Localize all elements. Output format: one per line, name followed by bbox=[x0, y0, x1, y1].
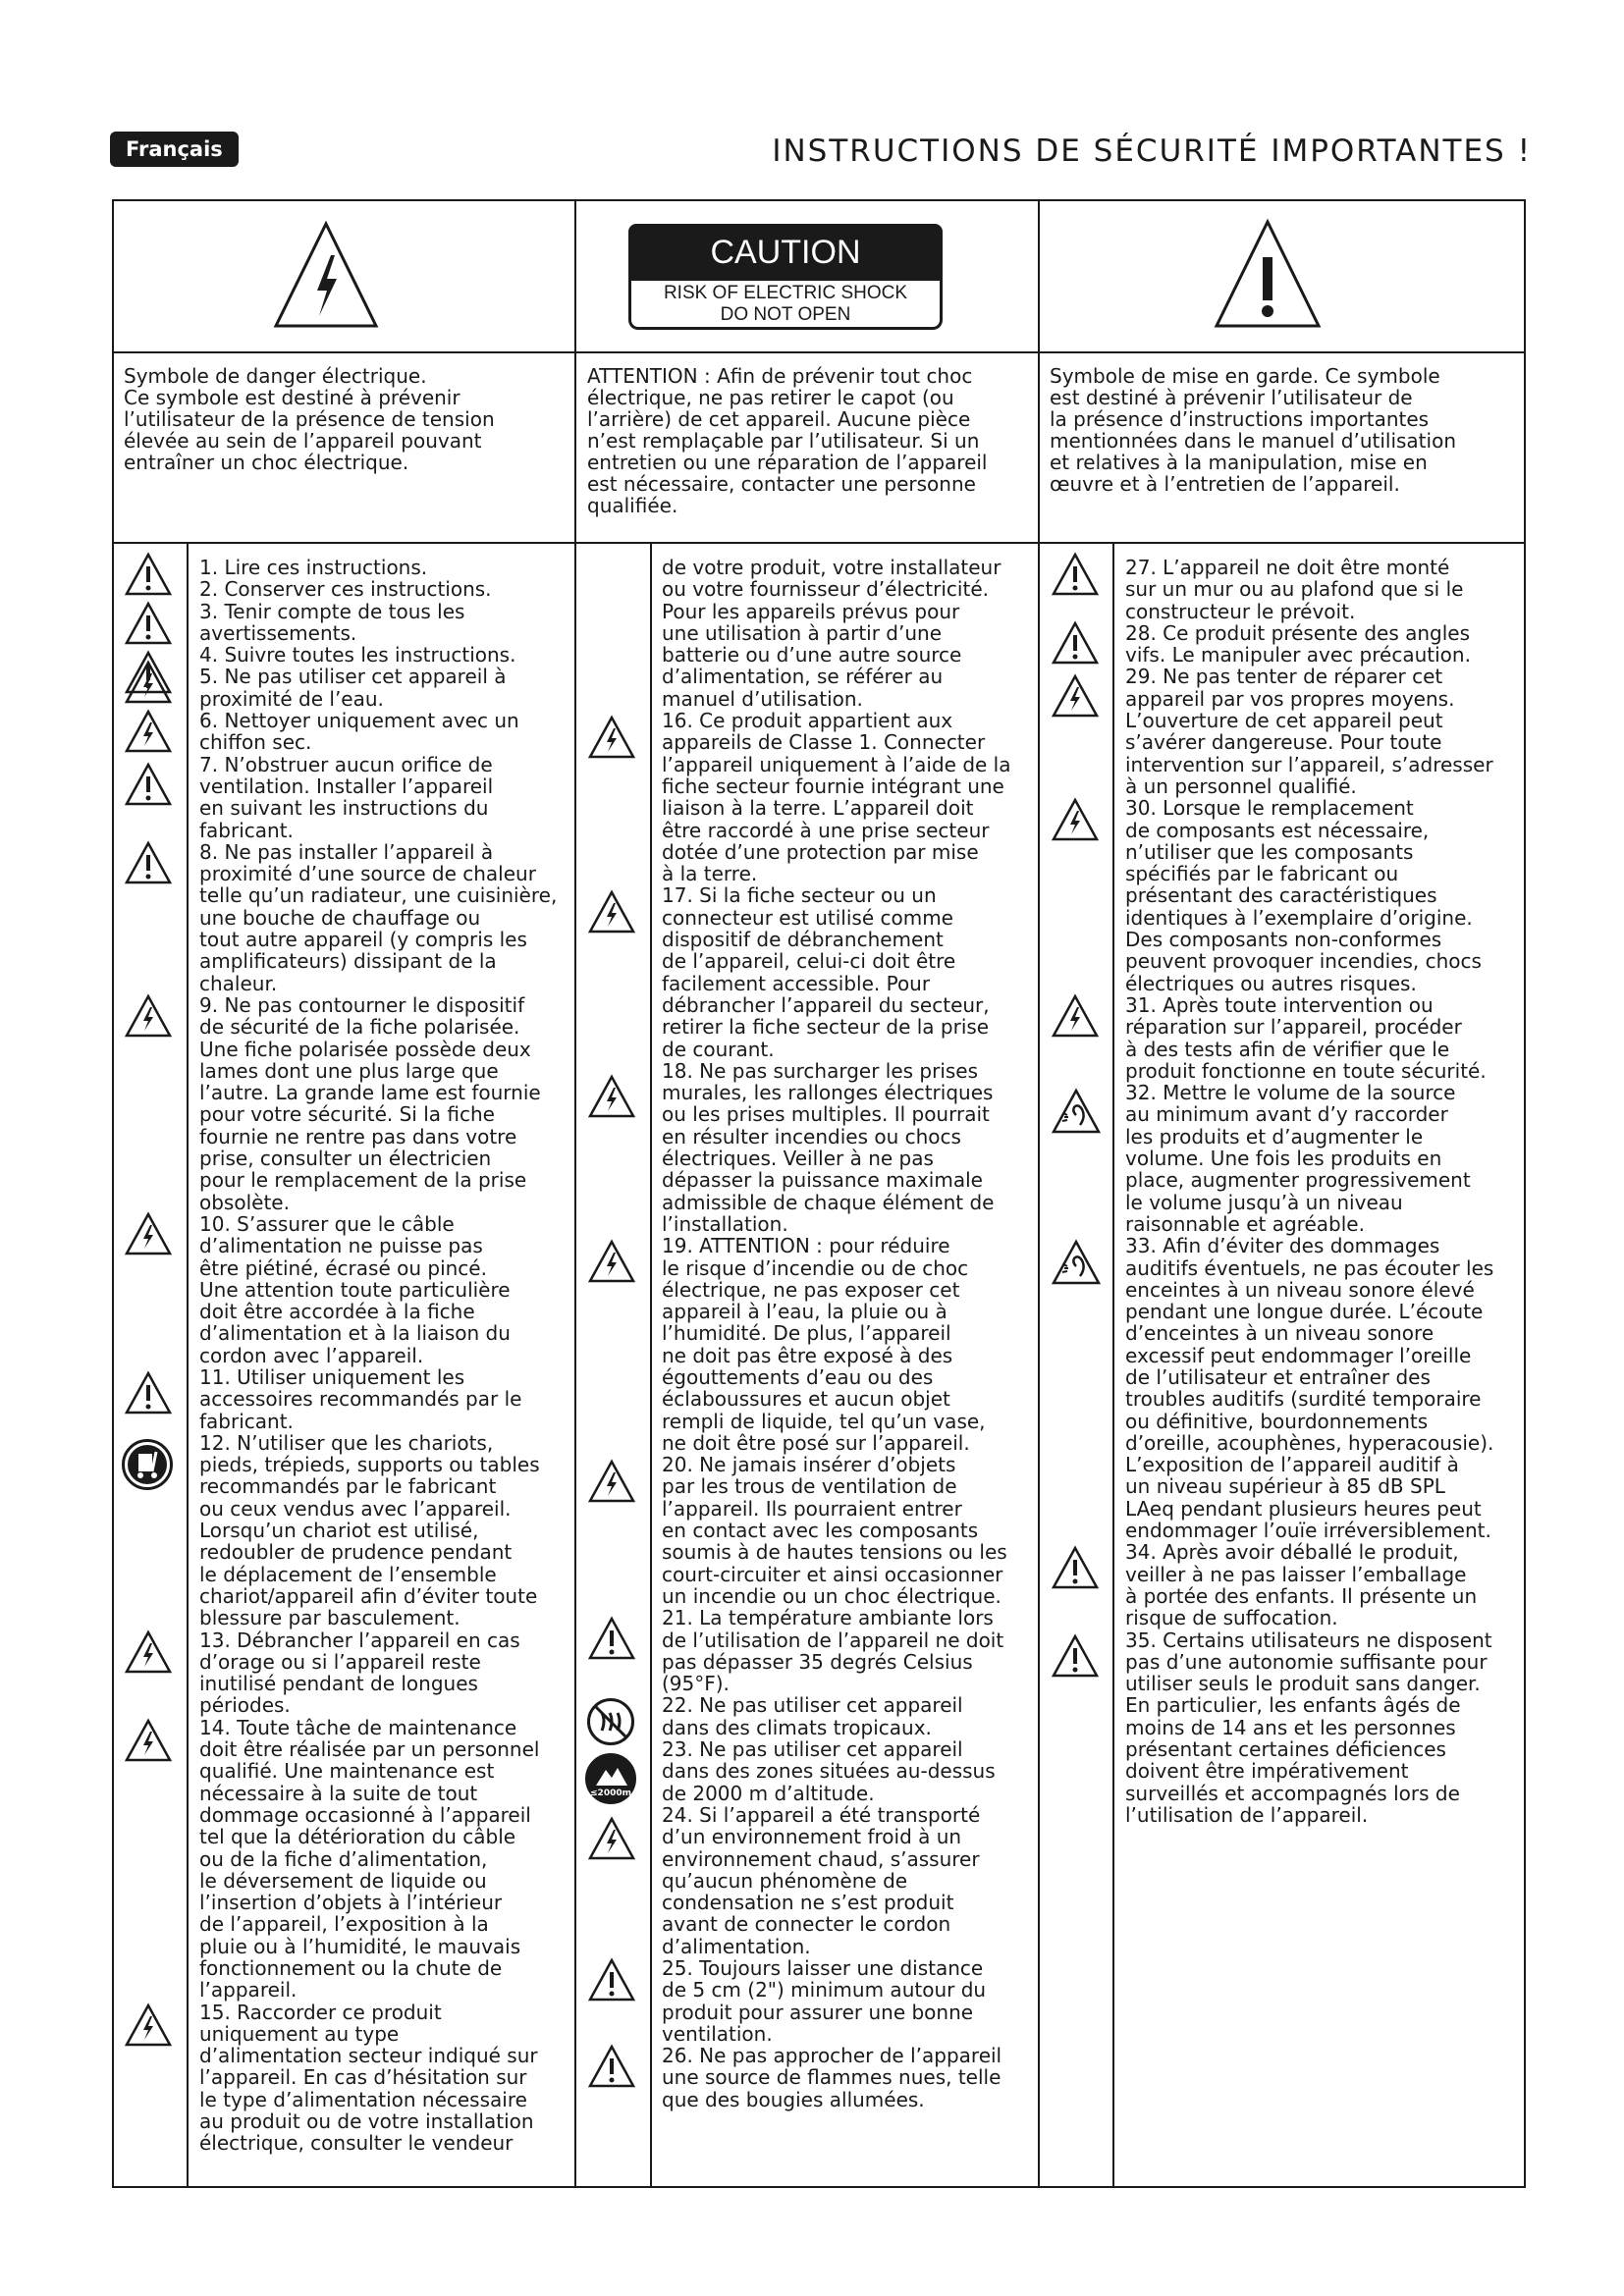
icon-column-divider-3 bbox=[1112, 542, 1114, 2188]
warning-symbol-description: Symbole de mise en garde. Ce symbole est destiné à prévenir l’utilisateur de la présence d’instructions importantes mentionnées dans le manuel d’utilisation et relatives à la manipulation, mise en œuvre et à l’entretien de l’appareil. bbox=[1050, 364, 1456, 496]
electric-shock-small-icon bbox=[124, 1718, 173, 1763]
electric-shock-small-icon bbox=[587, 889, 636, 934]
exclamation-triangle-icon bbox=[124, 1370, 173, 1415]
exclamation-triangle-icon bbox=[587, 1616, 636, 1661]
electric-symbol-description: Symbole de danger électrique. Ce symbole est destiné à prévenir l’utilisateur de la présence de tension élevée au sein de l’appareil pouvant entraîner un choc électrique. bbox=[124, 364, 495, 474]
electric-shock-small-icon bbox=[587, 1239, 636, 1284]
exclamation-triangle-icon bbox=[1051, 552, 1100, 597]
exclamation-triangle-icon bbox=[124, 601, 173, 646]
instructions-column-2: de votre produit, votre installateur ou votre fournisseur d’électricité. Pour les appareils prévus pour une utilisation à partir d’une batterie ou d’une autre source d’alimentation, se référer au manuel d’utilisation. 16. Ce produit appartient aux appareils de Classe 1. Connecter l’appareil uniquement à l’aide de la fiche secteur fournie intégrant une liaison à la terre. L’appareil doit être raccordé à une prise secteur dotée d’une protection par mise à la terre. 17. Si la fiche secteur ou un connecteur est utilisé comme dispositif de débranchement de l’appareil, celui-ci doit être facilement accessible. Pour débrancher l’appareil du secteur, retirer la fiche secteur de la prise de courant. 18. Ne pas surcharger les prises murales, les rallonges électriques ou les prises multiples. Il pourrait en résulter incendies ou chocs électriques. Veiller à ne pas dépasser la puissance maximale admissible de chaque élément de l’installation. 19. ATTENTION : pour réduire le risque d’incendie ou de choc électrique, ne pas exposer cet appareil à l’eau, la pluie ou à l’humidité. De plus, l’appareil ne doit pas être exposé à des égouttements d’eau ou des éclaboussures et aucun objet rempli de liquide, tel qu’un vase, ne doit être posé sur l’appareil. 20. Ne jamais insérer d’objets par les trous de ventilation de l’appareil. Ils pourraient entrer en contact avec les composants soumis à de hautes tensions ou les court-circuiter et ainsi occasionner un incendie ou un choc électrique. 21. La température ambiante lors de l’utilisation de l’appareil ne doit pas dépasser 35 degrés Celsius (95°F). 22. Ne pas utiliser cet appareil dans des climats tropicaux. 23. Ne pas utiliser cet appareil dans des zones situées au-dessus de 2000 m d’altitude. 24. Si l’appareil a été transporté d’un environnement froid à un environnement chaud, s’assurer qu’aucun phénomène de condensation ne s’est produit avant de connecter le cordon d’alimentation. 25. Toujours laisser une distance de 5 cm (2") minimum autour du produit pour assurer une bonne ventilation. 26. Ne pas approcher de l’appareil une source de flammes nues, telle que des bougies allumées. bbox=[662, 556, 1011, 2111]
caution-subtitle bbox=[628, 281, 943, 330]
electric-shock-small-icon bbox=[124, 1211, 173, 1256]
instructions-column-3: 27. L’appareil ne doit être monté sur un mur ou au plafond que si le constructeur le prévoit. 28. Ce produit présente des angles vifs. Le manipuler avec précaution. 29. Ne pas tenter de réparer cet appareil par vos propres moyens. L’ouverture de cet appareil peut s’avérer dangereuse. Pour toute intervention sur l’appareil, s’adresser à un personnel qualifié. 30. Lorsque le remplacement de composants est nécessaire, n’utiliser que les composants spécifiés par le fabricant ou présentant des caractéristiques identiques à l’exemplaire d’origine. Des composants non-conformes peuvent provoquer incendies, chocs électriques ou autres risques. 31. Après toute intervention ou réparation sur l’appareil, procéder à des tests afin de vérifier que le produit fonctionne en toute sécurité. 32. Mettre le volume de la source au minimum avant d’y raccorder les produits et d’augmenter le volume. Une fois les produits en place, augmenter progressivement le volume jusqu’à un niveau raisonnable et agréable. 33. Afin d’éviter des dommages auditifs éventuels, ne pas écouter les enceintes à un niveau sonore élevé pendant une longue durée. L’écoute d’enceintes à un niveau sonore excessif peut endommager l’oreille de l’utilisateur et entraîner des troubles auditifs (surdité temporaire ou définitive, bourdonnements d’oreille, acouphènes, hyperacousie). L’exposition de l’appareil auditif à un niveau supérieur à 85 dB SPL LAeq pendant plusieurs heures peut endommager l’ouïe irréversiblement. 34. Après avoir déballé le produit, veiller à ne pas laisser l’emballage à portée des enfants. Il présente un risque de suffocation. 35. Certains utilisateurs ne disposent pas d’une autonomie suffisante pour utiliser seuls le produit sans danger. En particulier, les enfants âgés de moins de 14 ans et les personnes présentant certaines déficiences doivent être impérativement surveillés et accompagnés lors de l’utilisation de l’appareil. bbox=[1125, 556, 1494, 1827]
column-divider-1 bbox=[574, 199, 576, 2188]
attention-description: ATTENTION : Afin de prévenir tout choc électrique, ne pas retirer le capot (ou l’arrière) de cet appareil. Aucune pièce n’est remplaçable par l’utilisateur. Si un entretien ou une réparation de l’appareil est nécessaire, contacter une personne qualifiée. bbox=[587, 364, 988, 517]
electric-shock-small-icon bbox=[1051, 797, 1100, 842]
exclamation-triangle-icon bbox=[1051, 1545, 1100, 1590]
exclamation-triangle-icon bbox=[587, 2044, 636, 2089]
page-title: INSTRUCTIONS DE SÉCURITÉ IMPORTANTES ! bbox=[772, 133, 1532, 169]
exclamation-triangle-icon bbox=[124, 840, 173, 885]
caution-line-1: RISK OF ELECTRIC SHOCK bbox=[663, 283, 908, 303]
caution-line-2: DO NOT OPEN bbox=[720, 304, 851, 325]
caution-title: CAUTION bbox=[628, 224, 943, 281]
electric-shock-small-icon bbox=[124, 993, 173, 1039]
exclamation-triangle-icon bbox=[124, 552, 173, 597]
exclamation-triangle-icon bbox=[1213, 216, 1323, 334]
icon-column-divider-1 bbox=[187, 542, 189, 2188]
column-divider-2 bbox=[1038, 199, 1040, 2188]
electric-shock-triangle-icon bbox=[272, 218, 380, 334]
icon-column-divider-2 bbox=[650, 542, 652, 2188]
electric-shock-small-icon bbox=[587, 1459, 636, 1504]
electric-shock-small-icon bbox=[124, 2002, 173, 2048]
cart-warning-icon bbox=[122, 1439, 173, 1490]
language-badge: Français bbox=[110, 132, 239, 167]
row-divider-main bbox=[112, 542, 1526, 544]
altitude-label: ≤2000m bbox=[590, 1789, 631, 1798]
row-divider-top-symbols bbox=[112, 351, 1526, 353]
instructions-column-1: 1. Lire ces instructions. 2. Conserver ces instructions. 3. Tenir compte de tous les avertissements. 4. Suivre toutes les instructions. 5. Ne pas utiliser cet appareil à proximité de l’eau. 6. Nettoyer uniquement avec un chiffon sec. 7. N’obstruer aucun orifice de ventilation. Installer l’appareil en suivant les instructions du fabricant. 8. Ne pas installer l’appareil à proximité d’une source de chaleur telle qu’un radiateur, une cuisinière, une bouche de chauffage ou tout autre appareil (y compris les amplificateurs) dissipant de la chaleur. 9. Ne pas contourner le dispositif de sécurité de la fiche polarisée. Une fiche polarisée possède deux lames dont une plus large que l’autre. La grande lame est fournie pour votre sécurité. Si la fiche fournie ne rentre pas dans votre prise, consulter un électricien pour le remplacement de la prise obsolète. 10. S’assurer que le câble d’alimentation ne puisse pas être piétiné, écrasé ou pincé. Une attention toute particulière doit être accordée à la fiche d’alimentation et à la liaison du cordon avec l’appareil. 11. Utiliser uniquement les accessoires recommandés par le fabricant. 12. N’utiliser que les chariots, pieds, trépieds, supports ou tables recommandés par le fabricant ou ceux vendus avec l’appareil. Lorsqu’un chariot est utilisé, redoubler de prudence pendant le déplacement de l’ensemble chariot/appareil afin d’éviter toute blessure par basculement. 13. Débrancher l’appareil en cas d’orage ou si l’appareil reste inutilisé pendant de longues périodes. 14. Toute tâche de maintenance doit être réalisée par un personnel qualifié. Une maintenance est nécessaire à la suite de tout dommage occasionné à l’appareil tel que la détérioration du câble ou de la fiche d’alimentation, le déversement de liquide ou l’insertion d’objets à l’intérieur de l’appareil, l’exposition à la pluie ou à l’humidité, le mauvais fonctionnement ou la chute de l’appareil. 15. Raccorder ce produit uniquement au type d’alimentation secteur indiqué sur l’appareil. En cas d’hésitation sur le type d’alimentation nécessaire au produit ou de votre installation électrique, consulter le vendeur bbox=[199, 556, 558, 2156]
exclamation-triangle-icon bbox=[587, 1957, 636, 2002]
electric-shock-small-icon bbox=[1051, 673, 1100, 719]
exclamation-triangle-icon bbox=[1051, 1633, 1100, 1679]
no-tropical-climate-icon bbox=[587, 1698, 634, 1745]
electric-shock-small-icon bbox=[124, 1629, 173, 1675]
altitude-limit-icon bbox=[585, 1753, 636, 1804]
exclamation-triangle-icon bbox=[1051, 620, 1100, 666]
electric-shock-small-icon bbox=[587, 1074, 636, 1119]
electric-shock-small-icon bbox=[1051, 993, 1100, 1039]
electric-shock-small-icon bbox=[124, 709, 173, 754]
exclamation-triangle-icon bbox=[124, 762, 173, 807]
hearing-damage-icon bbox=[1051, 1239, 1102, 1286]
caution-label bbox=[628, 224, 943, 328]
electric-shock-small-icon bbox=[124, 660, 173, 705]
electric-shock-small-icon bbox=[587, 1816, 636, 1861]
electric-shock-small-icon bbox=[587, 715, 636, 760]
hearing-damage-icon bbox=[1051, 1088, 1102, 1135]
